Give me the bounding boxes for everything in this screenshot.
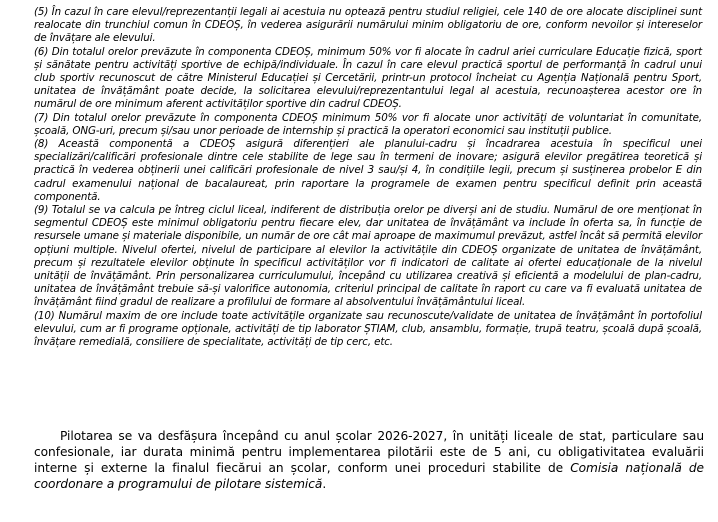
note-9: (9) Totalul se va calcula pe întreg ciclul liceal, indiferent de distribuția orelor pe diverși ani de studiu. Numărul de ore menționat în segmentul CDEOȘ este minimul obligatoriu pentru fiecare elev, dar unitatea de învățământ va include în oferta sa, în funcție de resursele umane și materiale disponibile, un număr de ore cât mai aproape de maximumul prevăzut, astfel încât să permită elevilor opțiuni multiple. Nivelul ofertei, nivelul de participare al elevilor la activitățile din CDEOȘ organizate de unitatea de învățământ, precum și rezultatele elevilor obținute în specificul activităților vor fi indicatori de calitate ai ofertei educaționale de la nivelul unității de învățământ. Prin personalizarea curriculumului, începând cu utilizarea creativă și eficientă a modelului de plan-cadru, unitatea de învățământ trebuie să-și valorifice autonomia, criteriul principal de calitate în raport cu care va fi evaluată unitatea de învățământ fiind gradul de realizare a profilului de formare al absolventului învățământului liceal. [34,204,702,309]
note-7: (7) Din totalul orelor prevăzute în componenta CDEOȘ minimum 50% vor fi alocate unor activități de voluntariat în comunitate, școală, ONG-uri, precum și/sau unor perioade de internship și practică la operatori economici sau instituții publice. [34,111,702,137]
pilot-paragraph [34,428,704,492]
commission-name: Comisia națională de coordonare a programului de pilotare sistemică [34,461,704,491]
footnotes-block [34,6,702,349]
paragraph-text: Pilotarea se va desfășura începând cu anul școlar 2026-2027, în unități liceale de stat, particulare sau confesionale, iar durata minimă pentru implementarea pilotării este de 5 ani, cu obligativitatea evaluării interne și externe la finalul fiecărui an școlar, conform unei proceduri stabilite de [34,429,704,475]
note-6: (6) Din totalul orelor prevăzute în componenta CDEOȘ, minimum 50% vor fi alocate în cadrul ariei curriculare Educație fizică, sport și sănătate pentru activități sportive de echipă/individuale. În cazul în care elevul practică sportul de performanță în cadrul unui club sportiv recunoscut de către Ministerul Educației și Cercetării, printr-un protocol încheiat cu Agenția Națională pentru Sport, unitatea de învățământ poate decide, la solicitarea elevului/reprezentantului legal al acestuia, recunoașterea acestor ore în numărul de ore minimum aferent activităților sportive din cadrul CDEOȘ. [34,45,702,111]
note-10: (10) Numărul maxim de ore include toate activitățile organizate sau recunoscute/validate de unitatea de învățământ în portofoliul elevului, cum ar fi programe opționale, activități de tip laborator ȘTIAM, club, ansamblu, formație, trupă teatru, școală după școală, învățare remedială, consiliere de specialitate, activități de tip cerc, etc. [34,309,702,349]
note-5: (5) În cazul în care elevul/reprezentanții legali ai acestuia nu optează pentru studiul religiei, cele 140 de ore alocate disciplinei sunt realocate din trunchiul comun în CDEOȘ, în vederea asigurării numărului minim obligatoriu de ore, conform nevoilor și intereselor de învățare ale elevului. [34,6,702,45]
note-8: (8) Această componentă a CDEOȘ asigură diferențieri ale planului-cadru și încadrarea acestuia în specificul unei specializări/calificări profesionale dintre cele stabilite de lege sau în termeni de inovare; asigură elevilor pregătirea teoretică și practică în vederea obținerii unei calificări profesionale de nivel 3 sau/și 4, în condițiile legii, precum și susținerea probelor E din cadrul examenului național de bacalaureat, prin raportare la programele de examen pentru specificul definit prin această componentă. [34,138,702,203]
paragraph-end: . [322,477,327,491]
